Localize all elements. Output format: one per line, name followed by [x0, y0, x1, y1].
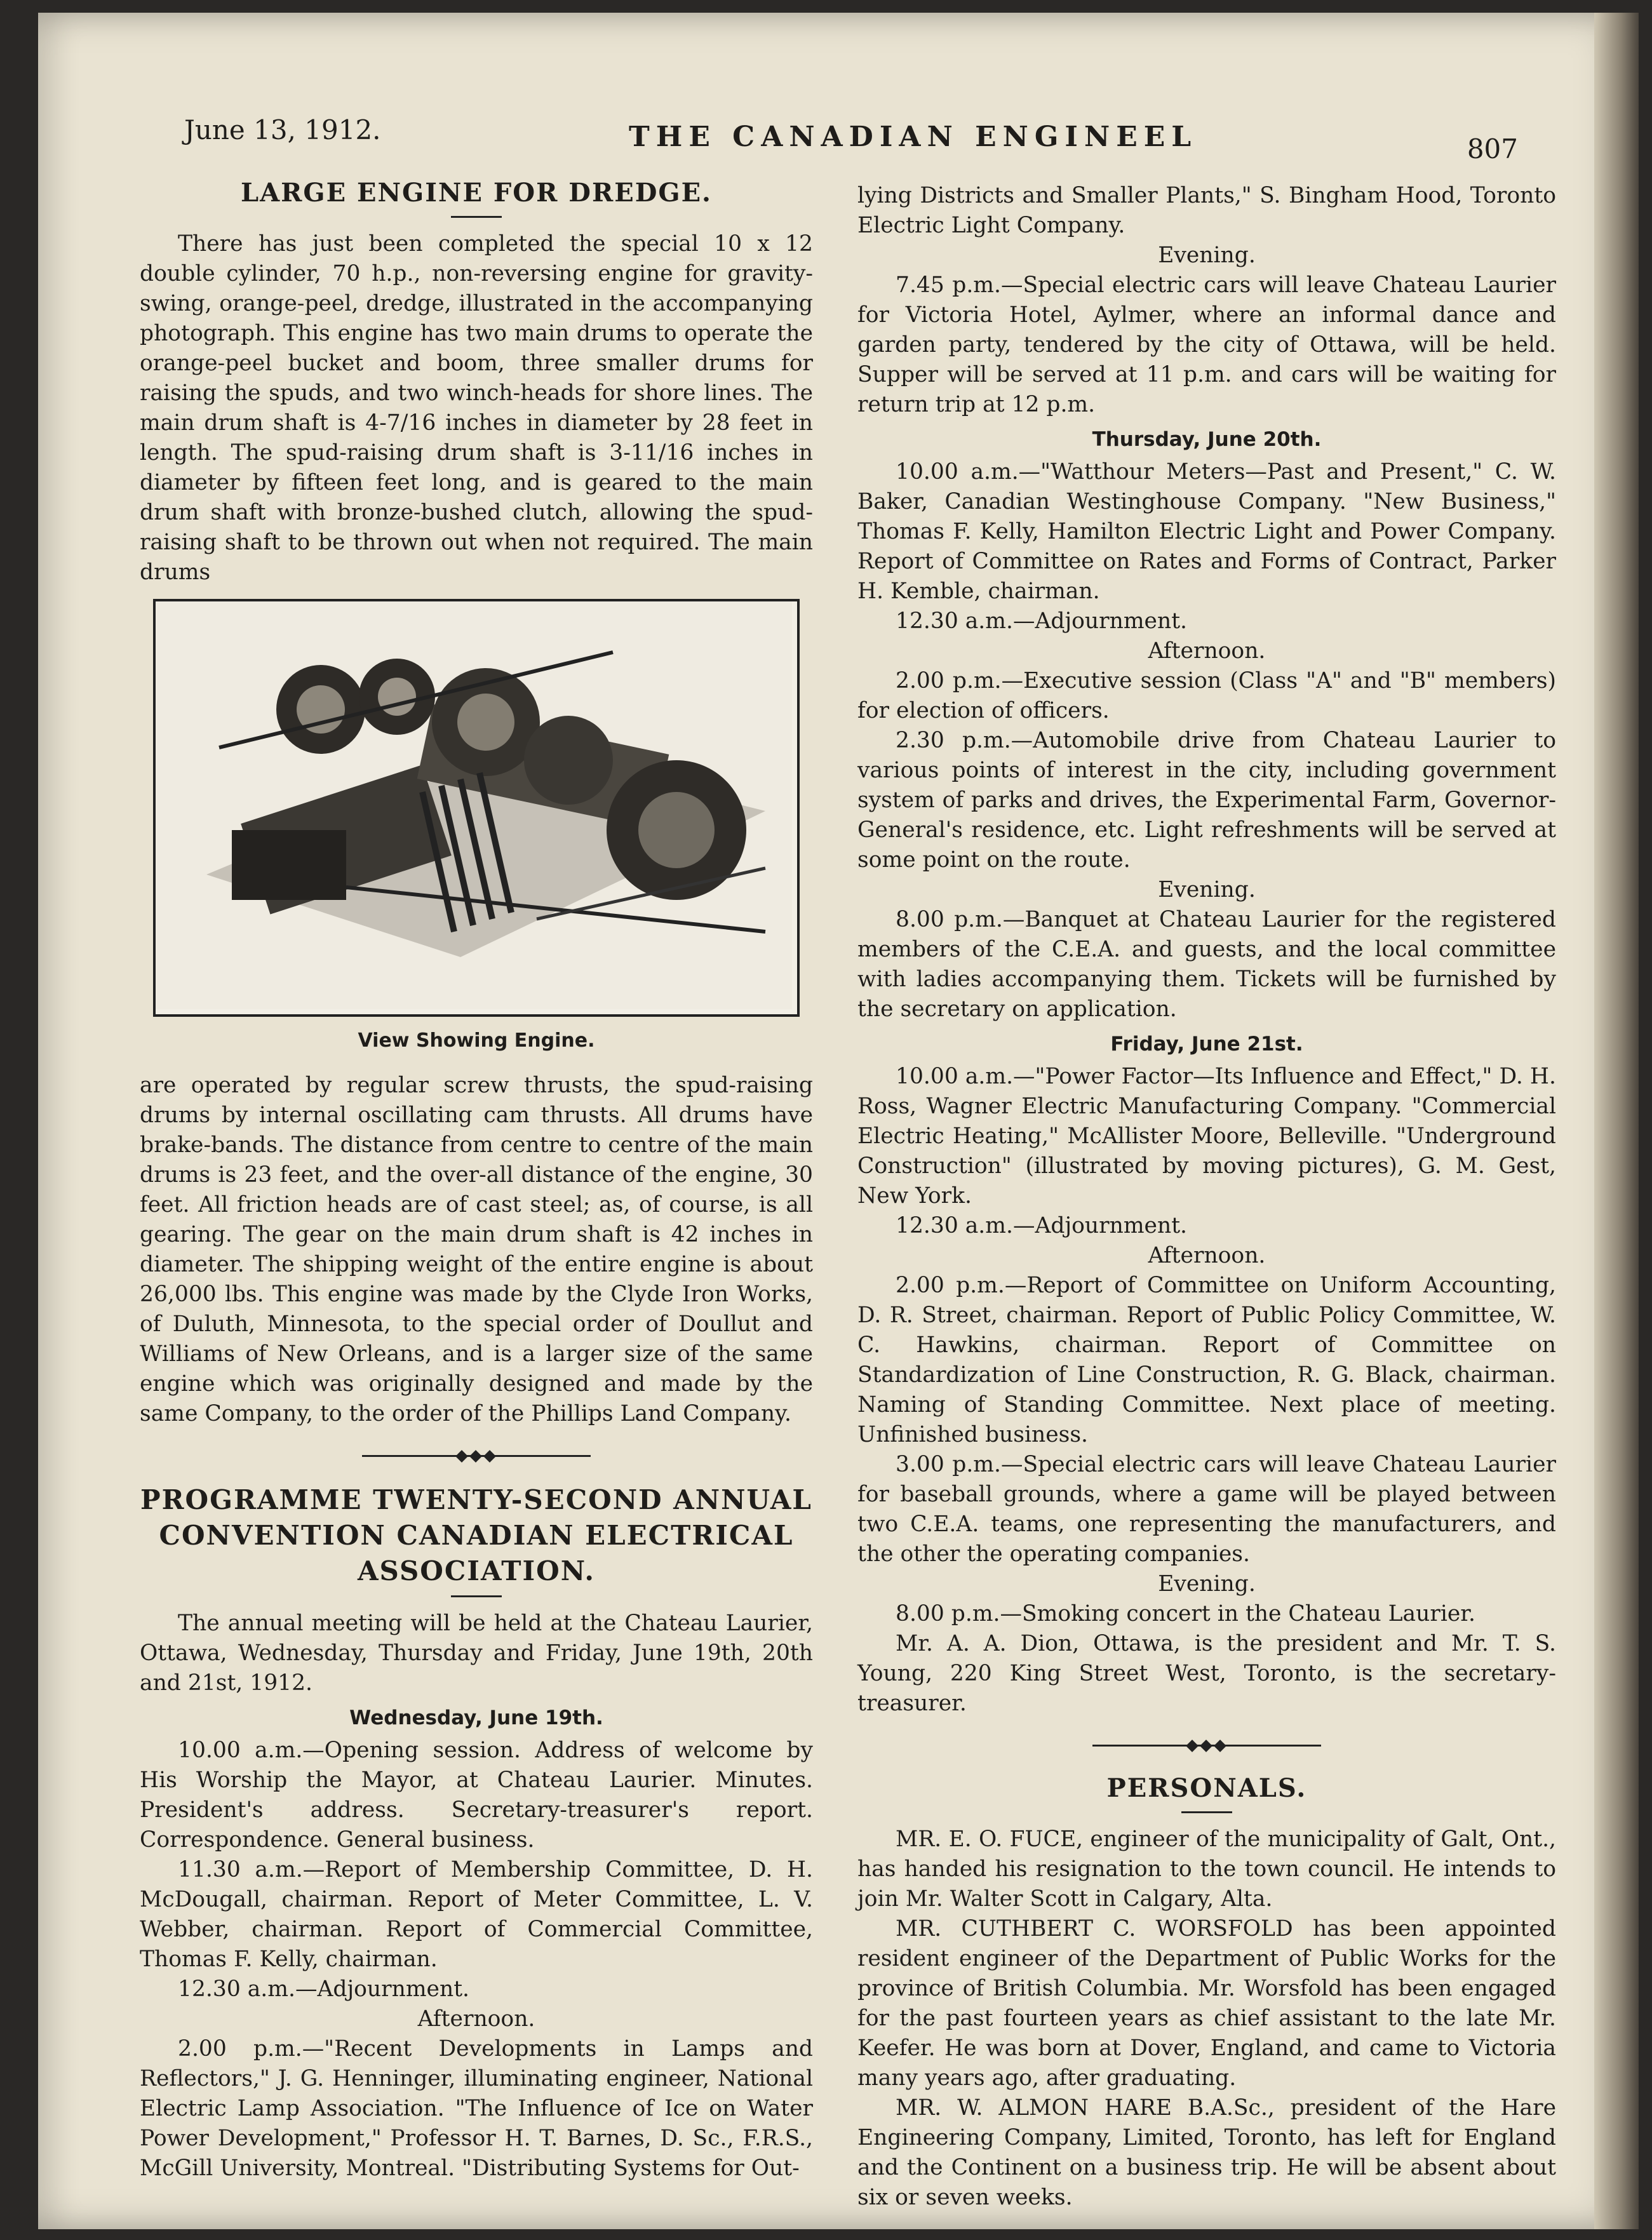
officers-note: Mr. A. A. Dion, Ottawa, is the president and Mr. T. S. Young, 220 King Street West, Toronto, is the secretary-treasurer. — [857, 1631, 1556, 1716]
personal-note: MR. E. O. FUCE, engineer of the municipality of Galt, Ont., has handed his resignation to the town council. He intends to join Mr. Walter Scott in Calgary, Alta. — [857, 1827, 1556, 1912]
figure-caption: View Showing Engine. — [358, 1029, 595, 1052]
session-label: Afternoon. — [1148, 1243, 1266, 1268]
schedule-entry: lying Districts and Smaller Plants," S. Bingham Hood, Toronto Electric Light Company. — [857, 183, 1556, 238]
session-label: Evening. — [1158, 877, 1256, 902]
schedule-entry: 2.00 p.m.—Report of Committee on Uniform Accounting, D. R. Street, chairman. Report of Public Policy Committee, W. C. Hawkins, chairman. Report of Committee on Standardization of Line Construction, R. G. Black, chairman. Naming of Standing Committee. Next place of meeting. Unfinished business. — [857, 1273, 1556, 1447]
schedule-entry: 2.30 p.m.—Automobile drive from Chateau Laurier to various points of interest in the city, including government system of parks and drives, the Experimental Farm, Governor-General's residence, etc. Light refreshments will be served at some point on the route. — [857, 728, 1556, 873]
schedule-entry: 10.00 a.m.—Opening session. Address of welcome by His Worship the Mayor, at Chateau Laurier. Minutes. President's address. Secretary-treasurer's report. Correspondence. General business. — [140, 1738, 813, 1853]
day-heading-friday: Friday, June 21st. — [1110, 1033, 1303, 1056]
schedule-entry: 10.00 a.m.—"Power Factor—Its Influence and Effect," D. H. Ross, Wagner Electric Manufacturing Company. "Commercial Electric Heating," McAllister Moore, Belleville. "Underground Construction" (illustrated by moving pictures), G. M. Gest, New York. — [857, 1064, 1556, 1209]
magazine-page — [38, 13, 1639, 2229]
schedule-entry: 2.00 p.m.—"Recent Developments in Lamps and Reflectors," J. G. Henninger, illuminating engineer, National Electric Lamp Association. "The Influence of Ice on Water Power Development," Professor H. T. Barnes, D. Sc., F.R.S., McGill University, Montreal. "Distributing Systems for Out- — [140, 2036, 813, 2181]
short-rule — [451, 216, 502, 218]
personals-heading: PERSONALS. — [1106, 1773, 1307, 1803]
session-label: Afternoon. — [1148, 638, 1266, 664]
engine-photograph — [153, 599, 800, 1017]
page-number: 807 — [1467, 133, 1518, 164]
engine-illustration — [156, 601, 792, 1009]
journal-title: THE CANADIAN ENGINEEL — [629, 121, 1198, 153]
personal-note: MR. CUTHBERT C. WORSFOLD has been appointed resident engineer of the Department of Public Works for the province of British Columbia. Mr. Worsfold has been engaged for the past fourteen years as chief assistant to the late Mr. Keefer. He was born at Dover, England, and came to Victoria many years ago, after graduating. — [857, 1916, 1556, 2091]
schedule-entry: 8.00 p.m.—Banquet at Chateau Laurier for the registered members of the C.E.A. and guests, and the local committee with ladies accompanying them. Tickets will be furnished by the secretary on application. — [857, 907, 1556, 1022]
session-label: Evening. — [1158, 1571, 1256, 1597]
section-ornament — [362, 1448, 591, 1463]
left-column — [140, 171, 813, 2183]
article-heading-dredge: LARGE ENGINE FOR DREDGE. — [241, 178, 712, 208]
running-head — [184, 114, 1518, 165]
schedule-entry: 12.30 a.m.—Adjournment. — [178, 1976, 470, 2002]
convention-intro: The annual meeting will be held at the Chateau Laurier, Ottawa, Wednesday, Thursday and Friday, June 19th, 20th and 21st, 1912. — [140, 1611, 813, 1696]
article-heading-convention: PROGRAMME TWENTY-SECOND ANNUAL CONVENTION CANADIAN ELECTRICAL ASSOCIATION. — [140, 1484, 812, 1586]
schedule-entry: 10.00 a.m.—"Watthour Meters—Past and Present," C. W. Baker, Canadian Westinghouse Company. "New Business," Thomas F. Kelly, Hamilton Electric Light and Power Company. Report of Committee on Rates and Forms of Contract, Parker H. Kemble, chairman. — [857, 459, 1556, 604]
short-rule — [451, 1595, 502, 1597]
schedule-entry: 11.30 a.m.—Report of Membership Committee, D. H. McDougall, chairman. Report of Meter Committee, L. V. Webber, chairman. Report of Commercial Committee, Thomas F. Kelly, chairman. — [140, 1857, 813, 1972]
day-heading-wednesday: Wednesday, June 19th. — [349, 1707, 603, 1729]
schedule-entry: 12.30 a.m.—Adjournment. — [896, 1213, 1188, 1238]
session-label: Afternoon. — [417, 2006, 535, 2032]
schedule-entry: 2.00 p.m.—Executive session (Class "A" and "B" members) for election of officers. — [857, 668, 1556, 723]
schedule-entry: 8.00 p.m.—Smoking concert in the Chateau Laurier. — [896, 1601, 1475, 1626]
issue-date: June 13, 1912. — [184, 114, 381, 145]
day-heading-thursday: Thursday, June 20th. — [1092, 428, 1322, 451]
schedule-entry: 3.00 p.m.—Special electric cars will leave Chateau Laurier for baseball grounds, where a game will be played between two C.E.A. teams, one representing the manufacturers, and the other the operating companies. — [857, 1452, 1556, 1567]
schedule-entry: 7.45 p.m.—Special electric cars will leave Chateau Laurier for Victoria Hotel, Aylmer, where an informal dance and garden party, tendered by the city of Ottawa, will be held. Supper will be served at 11 p.m. and cars will be waiting for return trip at 12 p.m. — [857, 272, 1556, 417]
personal-note: MR. W. ALMON HARE B.A.Sc., president of the Hare Engineering Company, Limited, Toronto, has left for England and the Continent on a business trip. He will be absent about six or seven weeks. — [857, 2095, 1556, 2210]
short-rule — [1181, 1811, 1232, 1813]
right-column — [857, 181, 1556, 2213]
session-label: Evening. — [1158, 243, 1256, 268]
article-paragraph: There has just been completed the special 10 x 12 double cylinder, 70 h.p., non-reversing engine for gravity-swing, orange-peel, dredge, illustrated in the accompanying photograph. This engine has two main drums to operate the orange-peel bucket and boom, three smaller drums for raising the spuds, and two winch-heads for shore lines. The main drum shaft is 4-7/16 inches in diameter by 28 feet in length. The spud-raising drum shaft is 3-11/16 inches in diameter by fifteen feet long, and is geared to the main drum shaft with bronze-bushed clutch, allowing the spud-raising shaft to be thrown out when not required. The main drums — [140, 231, 813, 585]
book-spine — [1594, 13, 1639, 2229]
article-paragraph: are operated by regular screw thrusts, the spud-raising drums by internal oscillating cam thrusts. All drums have brake-bands. The distance from centre to centre of the main drums is 23 feet, and the over-all distance of the engine, 30 feet. All friction heads are of cast steel; as, of course, is all gearing. The gear on the main drum shaft is 42 inches in diameter. The shipping weight of the entire engine is about 26,000 lbs. This engine was made by the Clyde Iron Works, of Duluth, Minnesota, to the special order of Doullut and Williams of New Orleans, and is a larger size of the same engine which was originally designed and made by the same Company, to the order of the Phillips Land Company. — [140, 1073, 813, 1426]
section-ornament — [1092, 1738, 1321, 1753]
schedule-entry: 12.30 a.m.—Adjournment. — [896, 608, 1188, 634]
